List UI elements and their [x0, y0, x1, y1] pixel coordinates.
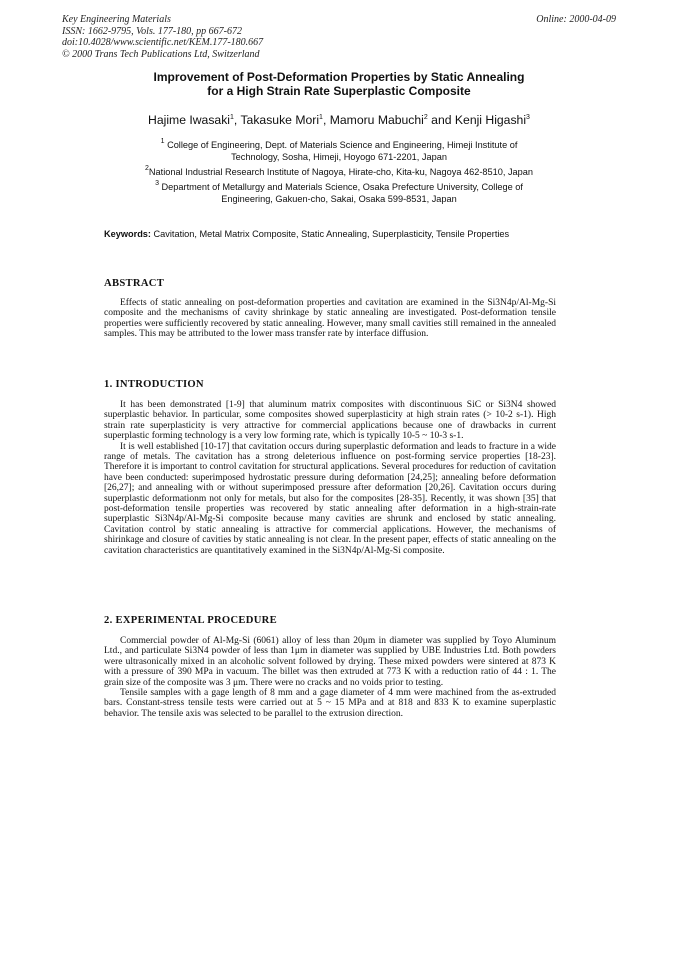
- affiliation-number: 3: [155, 180, 159, 187]
- author-affiliation-mark: 2: [423, 114, 428, 121]
- affiliation-3: [100, 181, 578, 205]
- author-name: Takasuke Mori: [240, 113, 320, 127]
- keywords-text: Cavitation, Metal Matrix Composite, Static Annealing, Superplasticity, Tensile Properties: [153, 229, 510, 239]
- doi-line: doi:10.4028/www.scientific.net/KEM.177-180.667: [62, 37, 264, 48]
- affiliation-text: National Industrial Research Institute of Nagoya, Hirate-cho, Kita-ku, Nagoya 462-8510, Japan: [148, 167, 533, 177]
- keywords: [104, 228, 524, 240]
- journal-header: [62, 14, 263, 60]
- copyright-line: © 2000 Trans Tech Publications Ltd, Switzerland: [62, 48, 260, 60]
- keywords-label: Keywords:: [104, 229, 151, 239]
- affiliation-2: [90, 166, 588, 178]
- author-affiliation-mark: 1: [319, 114, 323, 121]
- author-name: Mamoru Mabuchi: [329, 113, 424, 127]
- author-affiliation-mark: 1: [230, 114, 234, 121]
- title-line-2: for a High Strain Rate Superplastic Composite: [207, 84, 471, 98]
- issn-line: ISSN: 1662-9795, Vols. 177-180, pp 667-672: [62, 25, 242, 37]
- intro-paragraph-2: It is well established [10-17] that cavitation occurs during superplastic deformation and leads to fracture in a wide range of metals. The cavitation has a strong deleterious influence on post-forming service properties [18-23]. Therefore it is important to control cavitation for structural applications. Several procedures for reduction of cavitation have been conducted: superimposed hydrostatic pressure during deformation [24,25]; annealing before deformation [26,27]; and annealing with or without superimposed pressure after deformation [20,26]. Cavitation occurs during superplastic deformationm not only for metals, but also for the composites [28-35]. Recently, it was shown [35] that post-deformation tensile properties was recovered by static annealing after deformation in a high-strain-rate superplastic Si3N4p/Al-Mg-Si composite because many cavities are shrunk and enclosed by static annealing. Cavitation control by static annealing is attractive for commercial applications. However, the mechanisms of shirinkage and closure of cavities by static annealing is not clear. In the present paper, effects of static annealing on the cavitation characteristics are quantitatively examined in the Si3N4p/Al-Mg-Si composite.: [104, 441, 556, 556]
- journal-name: Key Engineering Materials: [62, 14, 171, 25]
- author-name: Hajime Iwasaki: [148, 113, 230, 127]
- paper-title: [80, 70, 598, 98]
- experimental-paragraph-1: Commercial powder of Al-Mg-Si (6061) alloy of less than 20μm in diameter was supplied by Toyo Aluminum Ltd., and particulate Si3N4 powder of less than 1μm in diameter was supplied by UBE Industries Ltd. Both powders were ultrasonically mixed in an alcoholic solvent followed by drying. These mixed powders were sintered at 873 K with a pressure of 390 MPa in vacuum. The billet was then extruded at 773 K with a reduction ratio of 44 : 1. The grain size of the composite was 3 μm. There were no cracks and no voids prior to testing.: [104, 636, 556, 688]
- affiliation-text: Department of Metallurgy and Materials Science, Osaka Prefecture University, College of: [161, 182, 523, 192]
- experimental-paragraph-2: Tensile samples with a gage length of 8 mm and a gage diameter of 4 mm were machined from the as-extruded bars. Constant-stress tensile tests were carried out at 5 ~ 15 MPa and at 818 and 833 K to examine superplastic behavior. The tensile axis was selected to be parallel to the extrusion direction.: [104, 688, 556, 719]
- abstract-paragraph: Effects of static annealing on post-deformation properties and cavitation are examined in the Si3N4p/Al-Mg-Si composite and the mechanisms of cavity shrinkage by static annealing are investigated. Post-deformation tensile properties were sufficiently recovered by static annealing. However, many small cavities still remained in the annealed samples. This may be attributed to the lower mass transfer rate by interface diffusion.: [104, 298, 556, 340]
- experimental-heading: 2. EXPERIMENTAL PROCEDURE: [104, 615, 277, 626]
- author-list: Hajime Iwasaki$^1$, Takasuke Mori$^1$, Mamoru Mabuchi$^2$ and Kenji Higashi$^3$: [148, 113, 530, 127]
- online-date: Online: 2000-04-09: [536, 14, 616, 25]
- author-affiliation-mark: 3: [526, 114, 530, 121]
- author-name: Kenji Higashi: [454, 113, 527, 127]
- introduction-body: [104, 400, 556, 556]
- affiliation-text: College of Engineering, Dept. of Materials Science and Engineering, Himeji Institute of: [167, 140, 518, 150]
- abstract-body: [104, 298, 556, 340]
- affiliation-text: Engineering, Gakuen-cho, Sakai, Osaka 599-8531, Japan: [221, 194, 457, 204]
- intro-paragraph-1: It has been demonstrated [1-9] that aluminum matrix composites with discontinuous SiC or Si3N4 showed superplastic behavior. In particular, some composites showed superplasticity at high strain rates (> 10-2 s-1). High strain rate superplasticity is very attractive for commercial applications because one of drawbacks in current superplastic forming technology is a very low forming rate, which is typically 10-5 ~ 10-3 s-1.: [104, 400, 556, 442]
- affiliation-text: Technology, Sosha, Himeji, Hoyogo 671-2201, Japan: [231, 152, 447, 162]
- introduction-heading: 1. INTRODUCTION: [104, 379, 204, 390]
- affiliation-1: [100, 139, 578, 163]
- affiliation-number: 2: [145, 165, 149, 172]
- title-line-1: Improvement of Post-Deformation Properties by Static Annealing: [153, 70, 525, 84]
- experimental-body: [104, 636, 556, 719]
- abstract-heading: ABSTRACT: [104, 278, 165, 289]
- affiliation-number: 1: [160, 138, 165, 145]
